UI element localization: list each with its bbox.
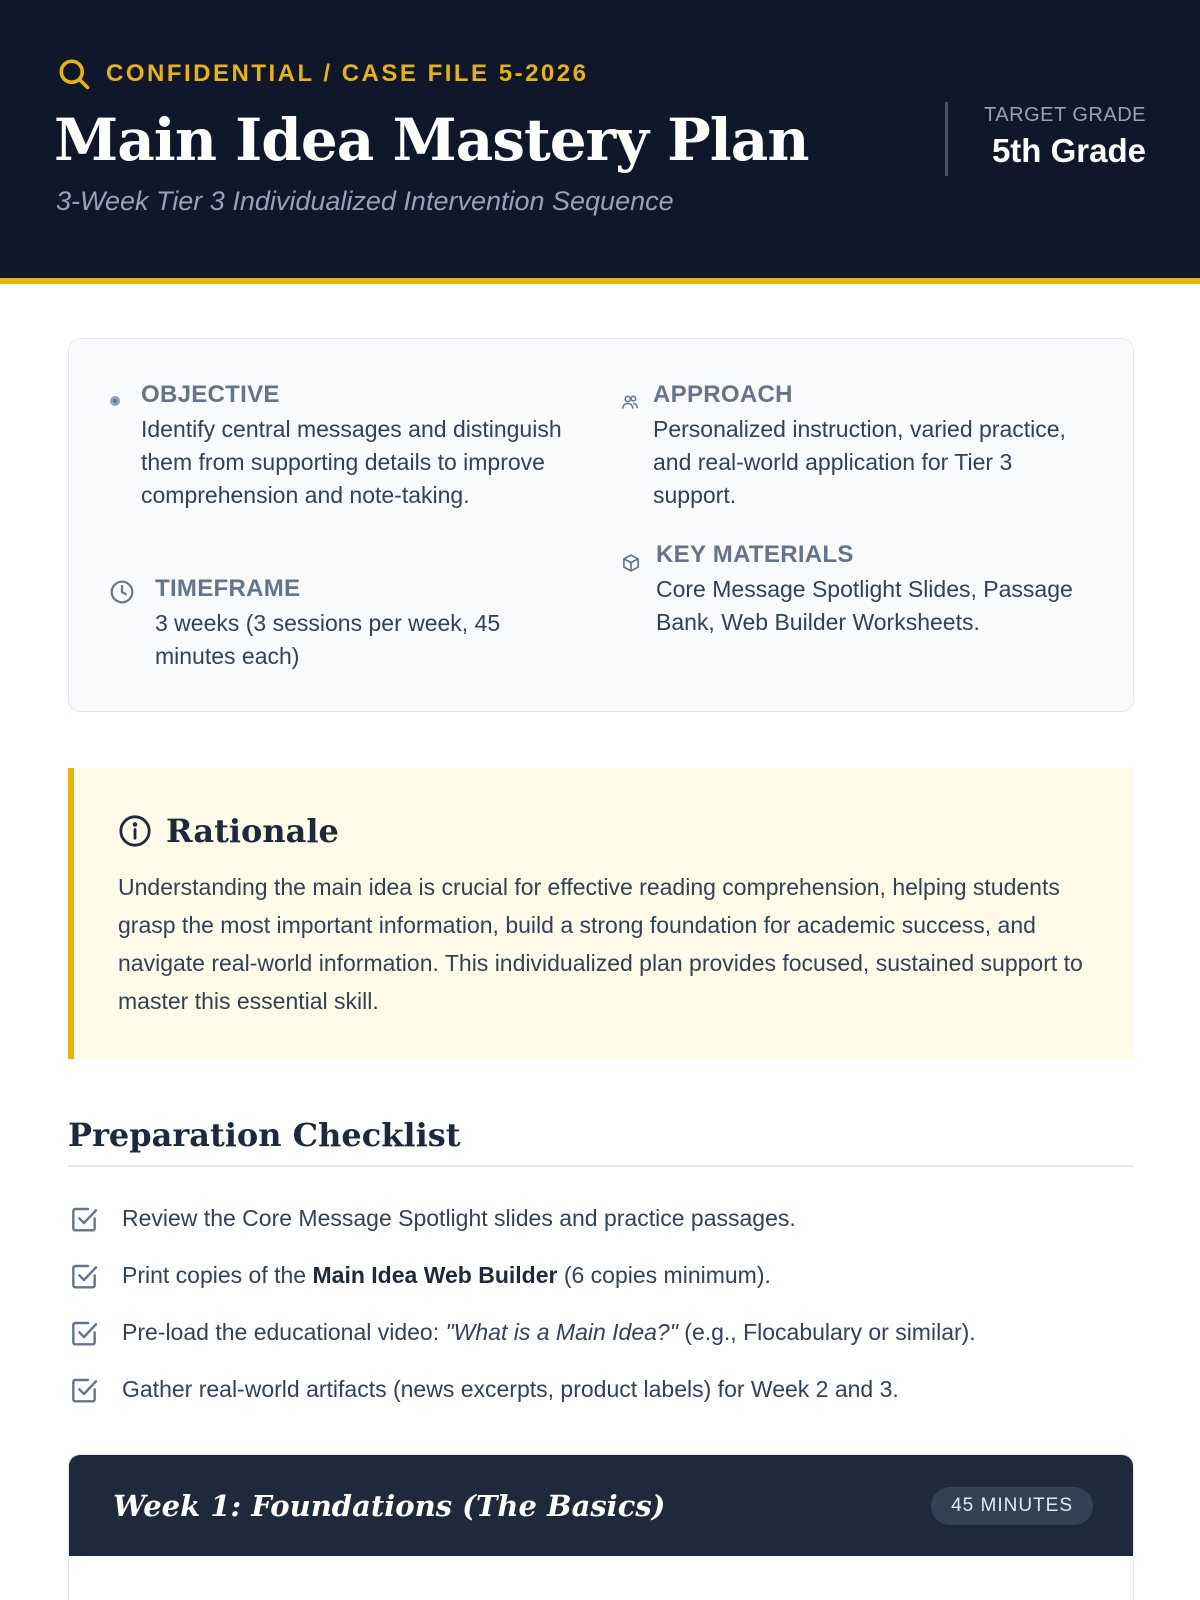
week-1-header	[69, 1455, 1133, 1556]
timeframe-title: TIMEFRAME	[155, 575, 301, 602]
objective-block	[109, 381, 579, 512]
key-materials-title: KEY MATERIALS	[656, 541, 854, 568]
checklist-text-part: Pre-load the educational video:	[122, 1319, 446, 1345]
checklist-item[interactable]	[68, 1190, 1134, 1247]
key-materials-block	[621, 541, 1101, 639]
plan-overview-card	[68, 338, 1134, 712]
checklist-item-text	[122, 1262, 771, 1289]
case-file-label: CONFIDENTIAL / CASE FILE 5-2026	[106, 60, 589, 87]
checklist-bold-text: Main Idea Web Builder	[312, 1262, 558, 1288]
checkbox-checked-icon[interactable]	[68, 1374, 100, 1406]
rationale-text: Understanding the main idea is crucial for effective reading comprehension, helping students grasp the most important information, build a strong foundation for academic success, and navigate real-world information. This individualized plan provides focused, sustained support to master this essential skill.	[118, 874, 1083, 1014]
target-icon	[109, 395, 121, 407]
checklist-text-part: Print copies of the	[122, 1262, 313, 1288]
checklist-item[interactable]	[68, 1361, 1134, 1418]
checklist-title: Preparation Checklist	[68, 1116, 461, 1154]
grade-divider	[945, 102, 948, 176]
page-header	[0, 0, 1200, 284]
checklist-item-text: Review the Core Message Spotlight slides and practice passages.	[122, 1205, 796, 1231]
checklist-item[interactable]	[68, 1304, 1134, 1361]
key-materials-text: Core Message Spotlight Slides, Passage Bank, Web Builder Worksheets.	[656, 576, 1073, 635]
timeframe-text: 3 weeks (3 sessions per week, 45 minutes each)	[155, 610, 501, 669]
checklist-italic-text: "What is a Main Idea?"	[445, 1319, 678, 1345]
search-icon	[56, 56, 92, 92]
clock-icon	[109, 579, 135, 605]
checklist-item-text: Gather real-world artifacts (news excerpts, product labels) for Week 2 and 3.	[122, 1376, 899, 1402]
page-subtitle: 3-Week Tier 3 Individualized Intervention Sequence	[56, 186, 674, 216]
box-icon	[621, 553, 641, 573]
case-file-row	[56, 56, 588, 92]
page-title: Main Idea Mastery Plan	[54, 106, 809, 174]
week-1-card	[68, 1454, 1134, 1600]
approach-title: APPROACH	[653, 381, 793, 408]
duration-badge: 45 MINUTES	[931, 1487, 1093, 1525]
target-grade-label: TARGET GRADE	[984, 104, 1146, 126]
checkbox-checked-icon[interactable]	[68, 1260, 100, 1292]
checklist-item[interactable]	[68, 1247, 1134, 1304]
objective-title: OBJECTIVE	[141, 381, 280, 408]
target-grade-value: 5th Grade	[991, 132, 1146, 169]
info-icon	[118, 814, 152, 848]
approach-text: Personalized instruction, varied practice, and real-world application for Tier 3 support.	[653, 416, 1066, 508]
approach-block	[621, 381, 1101, 512]
checkbox-checked-icon[interactable]	[68, 1203, 100, 1235]
rationale-callout	[68, 768, 1134, 1059]
timeframe-block	[109, 575, 579, 673]
checklist-item-text	[122, 1319, 976, 1346]
rationale-title: Rationale	[166, 812, 339, 850]
preparation-checklist	[68, 1190, 1134, 1418]
objective-text: Identify central messages and distinguish them from supporting details to improve comprehension and note-taking.	[141, 416, 562, 508]
checklist-text-part: (e.g., Flocabulary or similar).	[677, 1319, 976, 1345]
rationale-heading	[118, 812, 339, 850]
checklist-text-part: (6 copies minimum).	[557, 1262, 771, 1288]
users-icon	[621, 393, 639, 411]
checkbox-checked-icon[interactable]	[68, 1317, 100, 1349]
checklist-divider	[68, 1165, 1134, 1167]
week-1-title: Week 1: Foundations (The Basics)	[113, 1489, 666, 1523]
